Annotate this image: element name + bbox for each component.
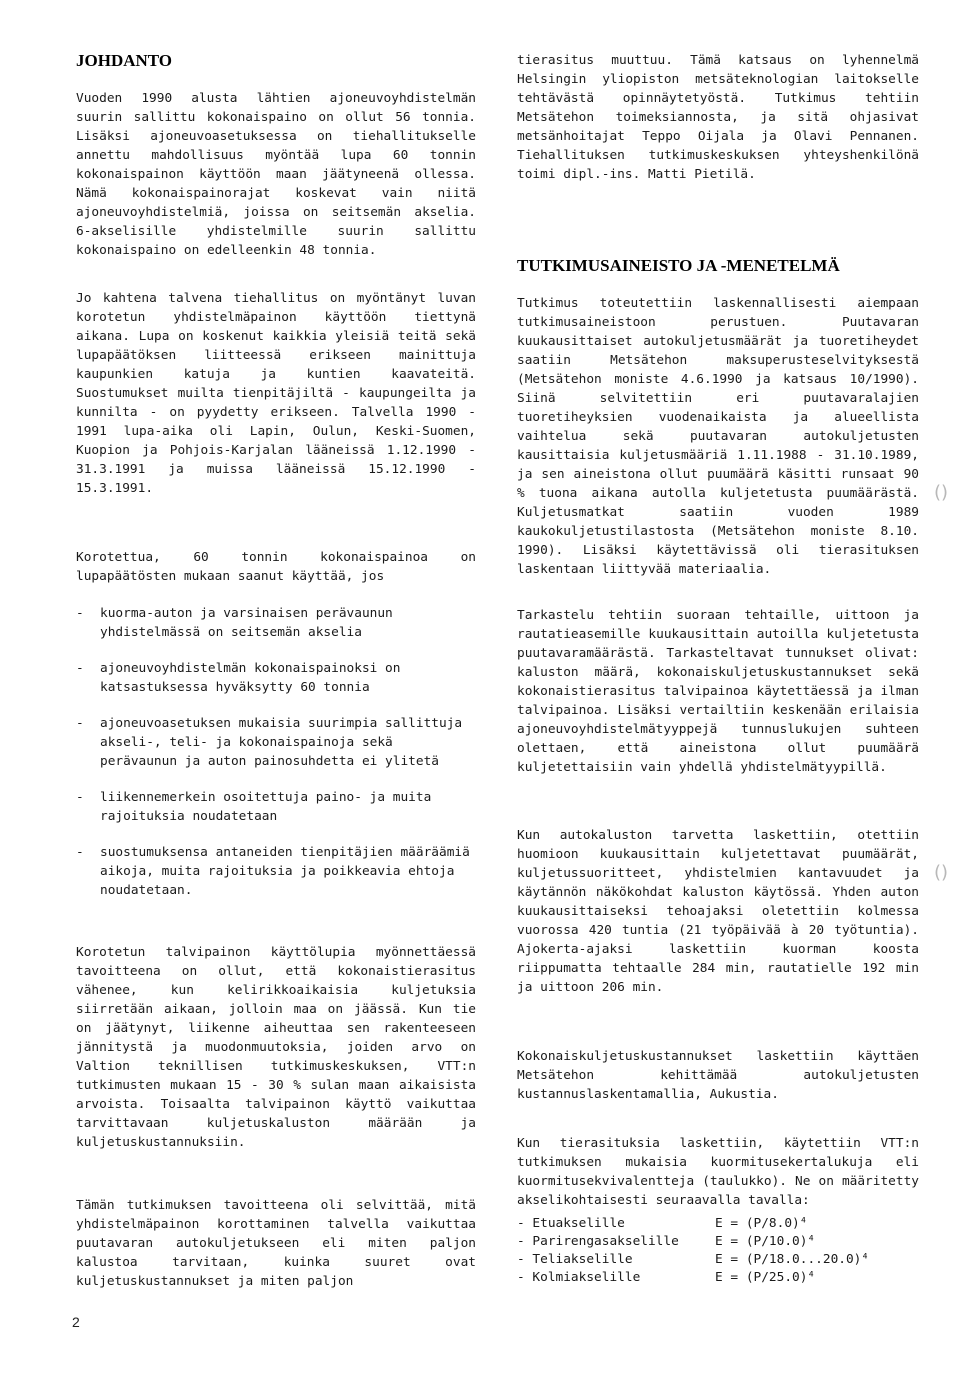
- binding-hole-mark: (): [934, 482, 949, 503]
- formula-axle-name: - Parirengasakselille: [517, 1234, 679, 1249]
- bullet-dash: -: [76, 845, 84, 860]
- paragraph-5: Tämän tutkimuksen tavoitteena oli selvittää, mitä yhdistelmäpainon korottaminen talvella vaikuttaa puutavaran autokuljetukseen eli miten paljon kalustoa tarvitaan, kuinka suuret ovat kuljetuskustannukset ja miten paljon: [76, 1198, 476, 1289]
- paragraph-8: Kun autokaluston tarvetta laskettiin, otettiin huomioon kuukausittain kuljetettavat puumäärät, kuljetussuoritteet, yhdistelmien kantavuudet ja käytännön näkökohdat kaluston käytössä. Yhden auton kuukausittaiseksi tehoajaksi oletettiin kolmessa vuorossa 420 tuntia (21 työpäivää à 20 työtuntia). Ajokerta-ajaksi laskettiin kuorman koosta riippumatta tehtaalle 284 min, rautatielle 192 min ja uittoon 206 min.: [517, 828, 919, 995]
- bullet-dash: -: [76, 790, 84, 805]
- conditions-list: [76, 604, 476, 900]
- formula-expression: E = (P/8.0)⁴: [715, 1216, 808, 1231]
- paragraph-9: Kokonaiskuljetuskustannukset laskettiin käyttäen Metsätehon kehittämää autokuljetusten kustannuslaskentamallia, Aukustia.: [517, 1049, 919, 1102]
- formula-row: [517, 1251, 919, 1269]
- paragraph-10: Kun tierasituksia laskettiin, käytettiin VTT:n tutkimuksen mukaisia kuormitusekertalukuja eli kuormitusekvivalentteja (taulukko). Ne on määritetty akselikohtaisesti seuraavalla tavalla:: [517, 1136, 919, 1208]
- paragraph-4: Korotetun talvipainon käyttölupia myönnettäessä tavoitteena on ollut, että kokonaistierasitus vähenee, kun kelirikkoaikaisia kuljetuksia siirretään aikaan, jolloin maa on jäässä. Kun tie on jäätynyt, liikenne aiheuttaa sen rakenteeseen jännitystä ja muodonmuutoksia, joiden arvo on Valtion teknillisen tutkimuskeskuksen, VTT:n tutkimusten mukaan 15 - 30 % sulan maan aikaisista arvoista. Toisaalta talvipainon käyttö vaikuttaa tarvittavaan kuljetuskaluston määrään ja kuljetuskustannuksiin.: [76, 945, 476, 1150]
- formula-expression: E = (P/25.0)⁴: [715, 1270, 816, 1285]
- paragraph-3: Korotettua, 60 tonnin kokonaispainoa on lupapäätösten mukaan saanut käyttää, jos: [76, 550, 476, 584]
- page-number: 2: [72, 1314, 80, 1330]
- bullet-dash: -: [76, 661, 84, 676]
- list-item-text: ajoneuvoyhdistelmän kokonaispainoksi on katsastuksessa hyväksytty 60 tonnia: [100, 661, 401, 695]
- bullet-dash: -: [76, 606, 84, 621]
- formula-row: [517, 1269, 919, 1287]
- list-item: [76, 788, 476, 826]
- section-heading-tutkimusaineisto: TUTKIMUSAINEISTO JA -MENETELMÄ: [517, 256, 840, 275]
- list-item-text: kuorma-auton ja varsinaisen perävaunun yhdistelmässä on seitsemän akselia: [100, 606, 393, 640]
- paragraph-2: Jo kahtena talvena tiehallitus on myöntänyt luvan korotetun yhdistelmäpainon käyttöön tiettynä aikana. Lupa on koskenut kaikkia yleisiä teitä sekä lupapäätöksen liitteessä erikseen mainittuja kaupunkien katuja ja kuntien kaavateitä. Suostumukset muilta tienpitäjiltä - kaupungeilta ja kunnilta - on pyydetty erikseen. Talvella 1990 - 1991 lupa-aika oli Lapin, Oulun, Keski-Suomen, Kuopion ja Pohjois-Karjalan lääneissä 1.12.1990 - 31.3.1991 ja muissa lääneissä 15.12.1990 - 15.3.1991.: [76, 291, 476, 496]
- paragraph-7: Tarkastelu tehtiin suoraan tehtaille, uittoon ja rautatieasemille kuukausittain autoilla kuljetetusta puutavaramäärästä. Tarkasteltavat tunnukset olivat: kaluston määrä, kokonaiskuljetuskustannukset sekä kokonaistierasitus talvipainoa käytettäessä ja ilman talvipainoa. Lisäksi vertailtiin keskenään erilaisia ajoneuvoyhdistelmätyyppejä tunnuslukujen suhteen olettaen, että aineistona ollut puumäärä kuljetettaisiin vain yhdellä yhdistelmätyypillä.: [517, 608, 919, 775]
- formula-axle-name: - Etuakselille: [517, 1216, 625, 1231]
- list-item: [76, 843, 476, 900]
- formula-row: [517, 1215, 919, 1233]
- formula-row: [517, 1233, 919, 1251]
- list-item: [76, 714, 476, 771]
- list-item-text: suostumuksensa antaneiden tienpitäjien määräämiä aikoja, muita rajoituksia ja poikkeavia ehtoja noudatetaan.: [100, 845, 470, 898]
- paragraph-1: Vuoden 1990 alusta lähtien ajoneuvoyhdistelmän suurin sallittu kokonaispaino on ollut 56 tonnia. Lisäksi ajoneuvoasetuksessa on tiehallitukselle annettu mahdollisuus myöntää lupa 60 tonnin kokonaispainon käyttöön maan jäätyneenä ollessa. Nämä kokonaispainorajat koskevat vain niitä ajoneuvoyhdistelmiä, joissa on seitsemän akselia. 6-akselisille yhdistelmille suurin sallittu kokonaispaino on edelleenkin 48 tonnia.: [76, 91, 476, 258]
- list-item: [76, 659, 476, 697]
- paragraph-continued: tierasitus muuttuu. Tämä katsaus on lyhennelmä Helsingin yliopiston metsäteknologian laitokselle tehtävästä opinnäytetyöstä. Tutkimus tehtiin Metsätehon toimeksiannosta, ja sitä ohjasivat metsänhoitajat Teppo Oijala ja Olavi Pennanen. Tiehallituksen tutkimuskeskuksen yhteyshenkilönä toimi dipl.-ins. Matti Pietilä.: [517, 53, 919, 182]
- formula-expression: E = (P/10.0)⁴: [715, 1234, 816, 1249]
- binding-hole-mark: (): [934, 862, 949, 883]
- list-item-text: ajoneuvoasetuksen mukaisia suurimpia sallittuja akseli-, teli- ja kokonaispainoja sekä perävaunun ja auton painosuhdetta ei ylitetä: [100, 716, 463, 769]
- list-item: [76, 604, 476, 642]
- section-heading-johdanto: JOHDANTO: [76, 51, 173, 70]
- formula-axle-name: - Kolmiakselille: [517, 1270, 641, 1285]
- formula-axle-name: - Teliakselille: [517, 1252, 633, 1267]
- paragraph-6: Tutkimus toteutettiin laskennallisesti aiempaan tutkimusaineistoon perustuen. Puutavaran kuukausittaiset autokuljetusmäärät ja tuoretiheydet saatiin Metsätehon maksuperusteselvityksestä (Metsätehon moniste 4.6.1990 ja katsaus 10/1990). Siinä selvitettiin eri puutavaralajien tuoretiheyksien vuodenaikaista ja alueellista vaihtelua sekä puutavaran autokuljetusten kausittaisia kuljetusmääriä 1.11.1988 - 31.10.1989, ja sen aineistona ollut puumäärä käsitti runsaat 90 % tuona aikana autolla kuljetetusta puumäärästä. Kuljetusmatkat saatiin vuoden 1989 kaukokuljetustilastosta (Metsätehon moniste 8.10. 1990). Lisäksi käytettävissä oli tierasituksen laskentaan liittyvää materiaalia.: [517, 296, 919, 577]
- axle-formula-list: [517, 1215, 919, 1287]
- list-item-text: liikennemerkein osoitettuja paino- ja muita rajoituksia noudatetaan: [100, 790, 432, 824]
- formula-expression: E = (P/18.0...20.0)⁴: [715, 1252, 870, 1267]
- bullet-dash: -: [76, 716, 84, 731]
